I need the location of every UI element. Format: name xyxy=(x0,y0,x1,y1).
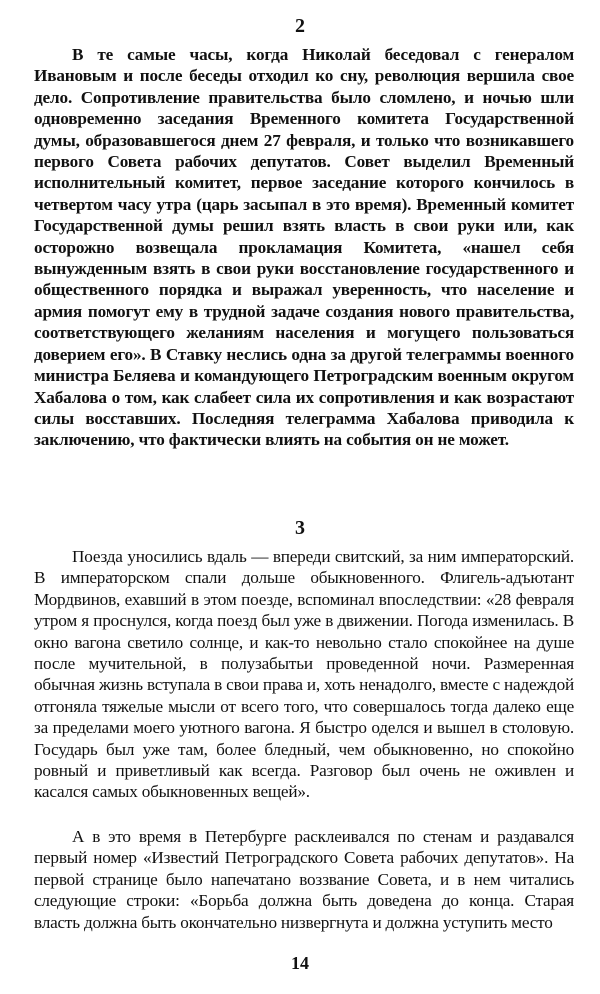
paragraph: Поезда уносились вдаль — впереди свитский, за ним императорский. В императорском спали дольше обыкновенного. Флигель-адъютант Мордвинов, ехавший в этом поезде, вспоминал впоследствии: «28 февраля утром я проснулся, когда поезд был уже в движении. Погода изменилась. В окно вагона светило солнце, и как-то невольно стало спокойнее на душе после мучительной, в полузабытьи проведенной ночи. Размеренная обычная жизнь вступала в свои права и, хоть ненадолго, вместе с надеждой отгоняла тяжелые мысли от всего того, что совершалось тогда далеко еще за пределами моего уютного вагона. Я быстро оделся и вышел в столовую. Государь был уже там, более бледный, чем обыкновенно, но спокойно ровный и приветливый как всегда. Разговор был очень не оживлен и касался самых обыкновенных вещей». xyxy=(34,547,574,802)
paragraph: А в это время в Петербурге расклеивался по стенам и раздавался первый номер «Известий Петроградского Совета рабочих депутатов». На первой странице было напечатано воззвание Совета, и в нем читались следующие строки: «Борьба должна быть доведена до конца. Старая власть должна быть окончательно низвергнута и должна уступить место xyxy=(34,827,574,932)
paragraph: В те самые часы, когда Николай беседовал с генералом Ивановым и после беседы отходил ко сну, революция вершила свое дело. Сопротивление правительства было сломлено, и ночью шли одновременно заседания Временного комитета Государственной думы, образовавшегося днем 27 февраля, и только что возникавшего первого Совета рабочих депутатов. Совет выделил Временный исполнительный комитет, первое заседание которого кончилось в четвертом часу утра (царь засыпал в это время). Временный комитет Государственной думы решил взять власть в свои руки или, как осторожно возвещала прокламация Комитета, «нашел себя вынужденным взять в свои руки восстановление государственного и общественного порядка и выражал уверенность, что население и армия помогут ему в трудной задаче создания нового правительства, соответствующего желаниям населения и могущего пользоваться доверием его». В Ставку неслись одна за другой телеграммы военного министра Беляева и командующего Петроградским военным округом Хабалова о том, как слабеет сила их сопротивления и как возрастают силы восставших. Последняя телеграмма Хабалова приводила к заключению, что фактически влиять на события он не может. xyxy=(34,45,574,450)
page-number: 14 xyxy=(291,953,309,973)
section-number: 2 xyxy=(295,15,305,37)
section-number: 3 xyxy=(295,517,305,539)
